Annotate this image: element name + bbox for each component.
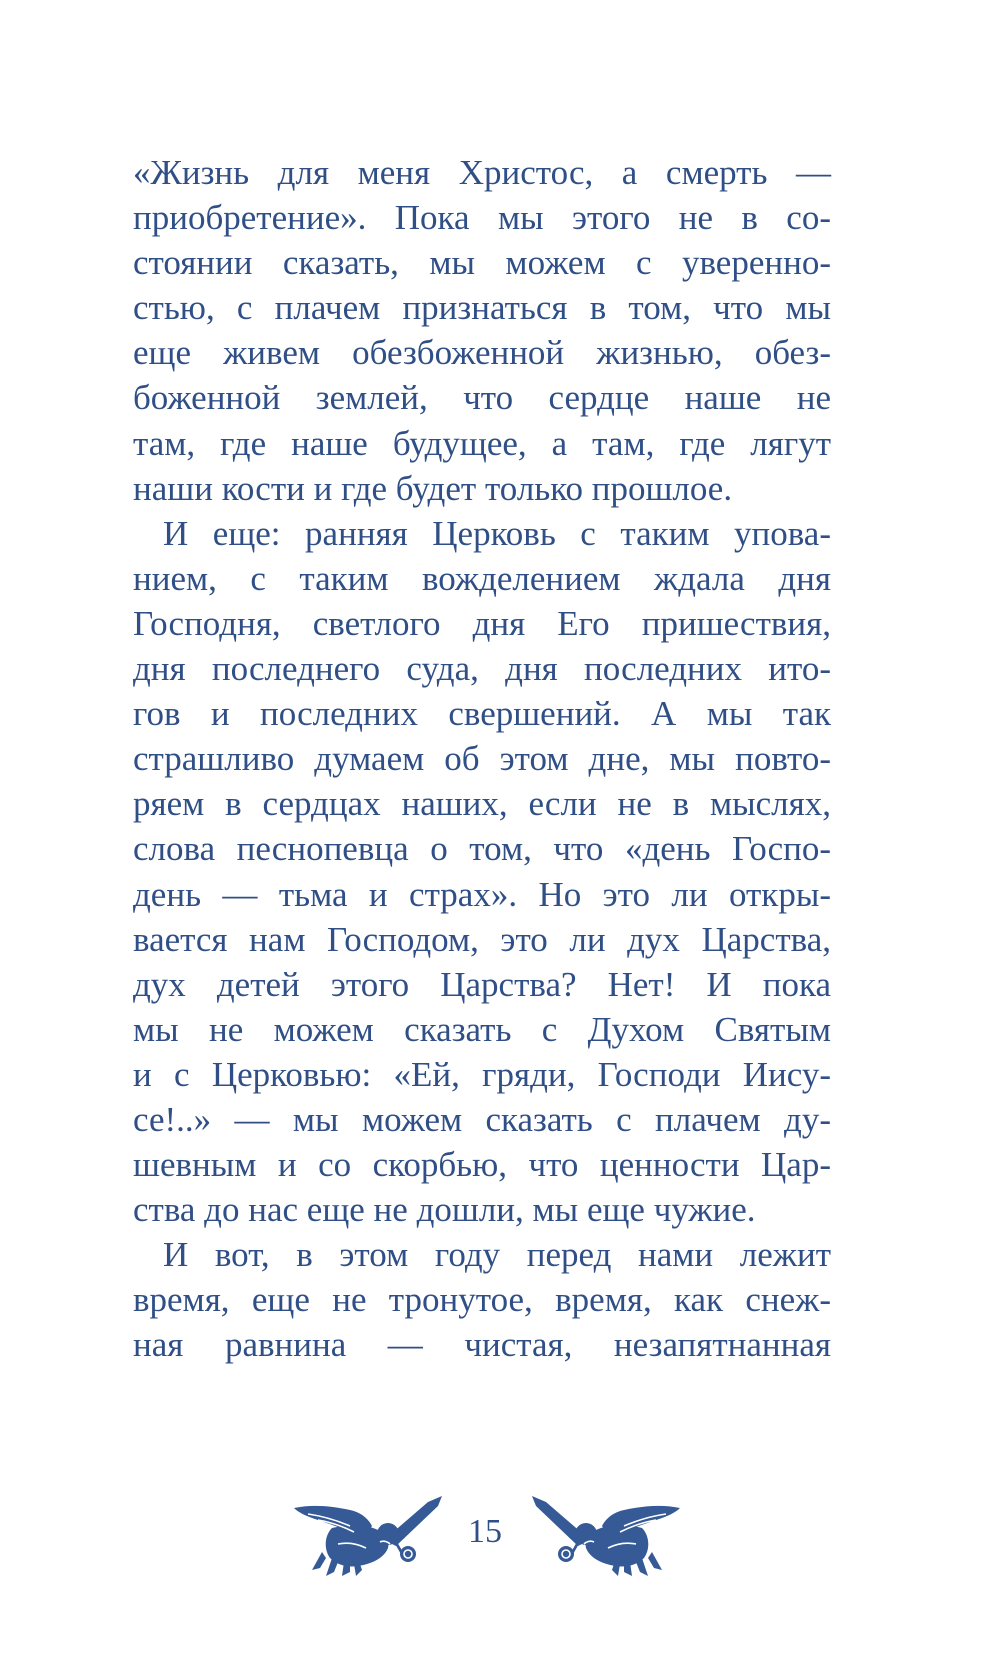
text-line: мы не можем сказать с Духом Святым	[133, 1009, 831, 1049]
text-line: вается нам Господом, это ли дух Царства,	[133, 919, 831, 959]
text-line: слова песнопевца о том, что «день Госпо-	[133, 829, 831, 869]
text-line: дух детей этого Царства? Нет! И пока	[133, 964, 831, 1004]
page-footer	[0, 1490, 1000, 1580]
body-text	[133, 150, 831, 1368]
text-line: ряем в сердцах наших, если не в мыслях,	[133, 784, 831, 824]
text-line: нием, с таким вожделением ждала дня	[133, 558, 831, 598]
text-line: и с Церковью: «Ей, гряди, Господи Иису-	[133, 1054, 831, 1094]
text-line: время, еще не тронутое, время, как снеж-	[133, 1280, 831, 1320]
text-line: шевным и со скорбью, что ценности Цар-	[133, 1145, 831, 1185]
text-line: се!..» — мы можем сказать с плачем ду-	[133, 1099, 831, 1139]
text-line: еще живем обезбоженной жизнью, обез-	[133, 333, 831, 373]
text-line: стью, с плачем признаться в том, что мы	[133, 288, 831, 328]
text-line: ная равнина — чистая, незапятнанная	[133, 1325, 831, 1365]
text-line: приобретение». Пока мы этого не в со-	[133, 198, 831, 238]
text-line: «Жизнь для меня Христос, а смерть —	[133, 153, 831, 192]
text-line: там, где наше будущее, а там, где лягут	[133, 423, 831, 463]
text-line: Господня, светлого дня Его пришествия,	[133, 603, 831, 643]
text-line: дня последнего суда, дня последних ито-	[133, 649, 831, 689]
text-line: ства до нас еще не дошли, мы еще чужие.	[133, 1190, 756, 1230]
text-line: боженной землей, что сердце наше не	[133, 378, 831, 418]
paragraph-start-line: И еще: ранняя Церковь с таким упова-	[163, 513, 831, 553]
text-line: наши кости и где будет только прошлое.	[133, 468, 733, 508]
text-line: страшливо думаем об этом дне, мы повто-	[133, 739, 831, 779]
text-line: стоянии сказать, мы можем с уверенно-	[133, 243, 831, 283]
page-number: 15	[468, 1513, 502, 1550]
dove-with-flower-icon	[292, 1494, 452, 1576]
text-line: гов и последних свершений. А мы так	[133, 694, 831, 734]
dove-with-flower-icon	[522, 1494, 682, 1576]
text-line: день — тьма и страх». Но это ли откры-	[133, 874, 831, 914]
paragraph-start-line: И вот, в этом году перед нами лежит	[163, 1235, 831, 1275]
